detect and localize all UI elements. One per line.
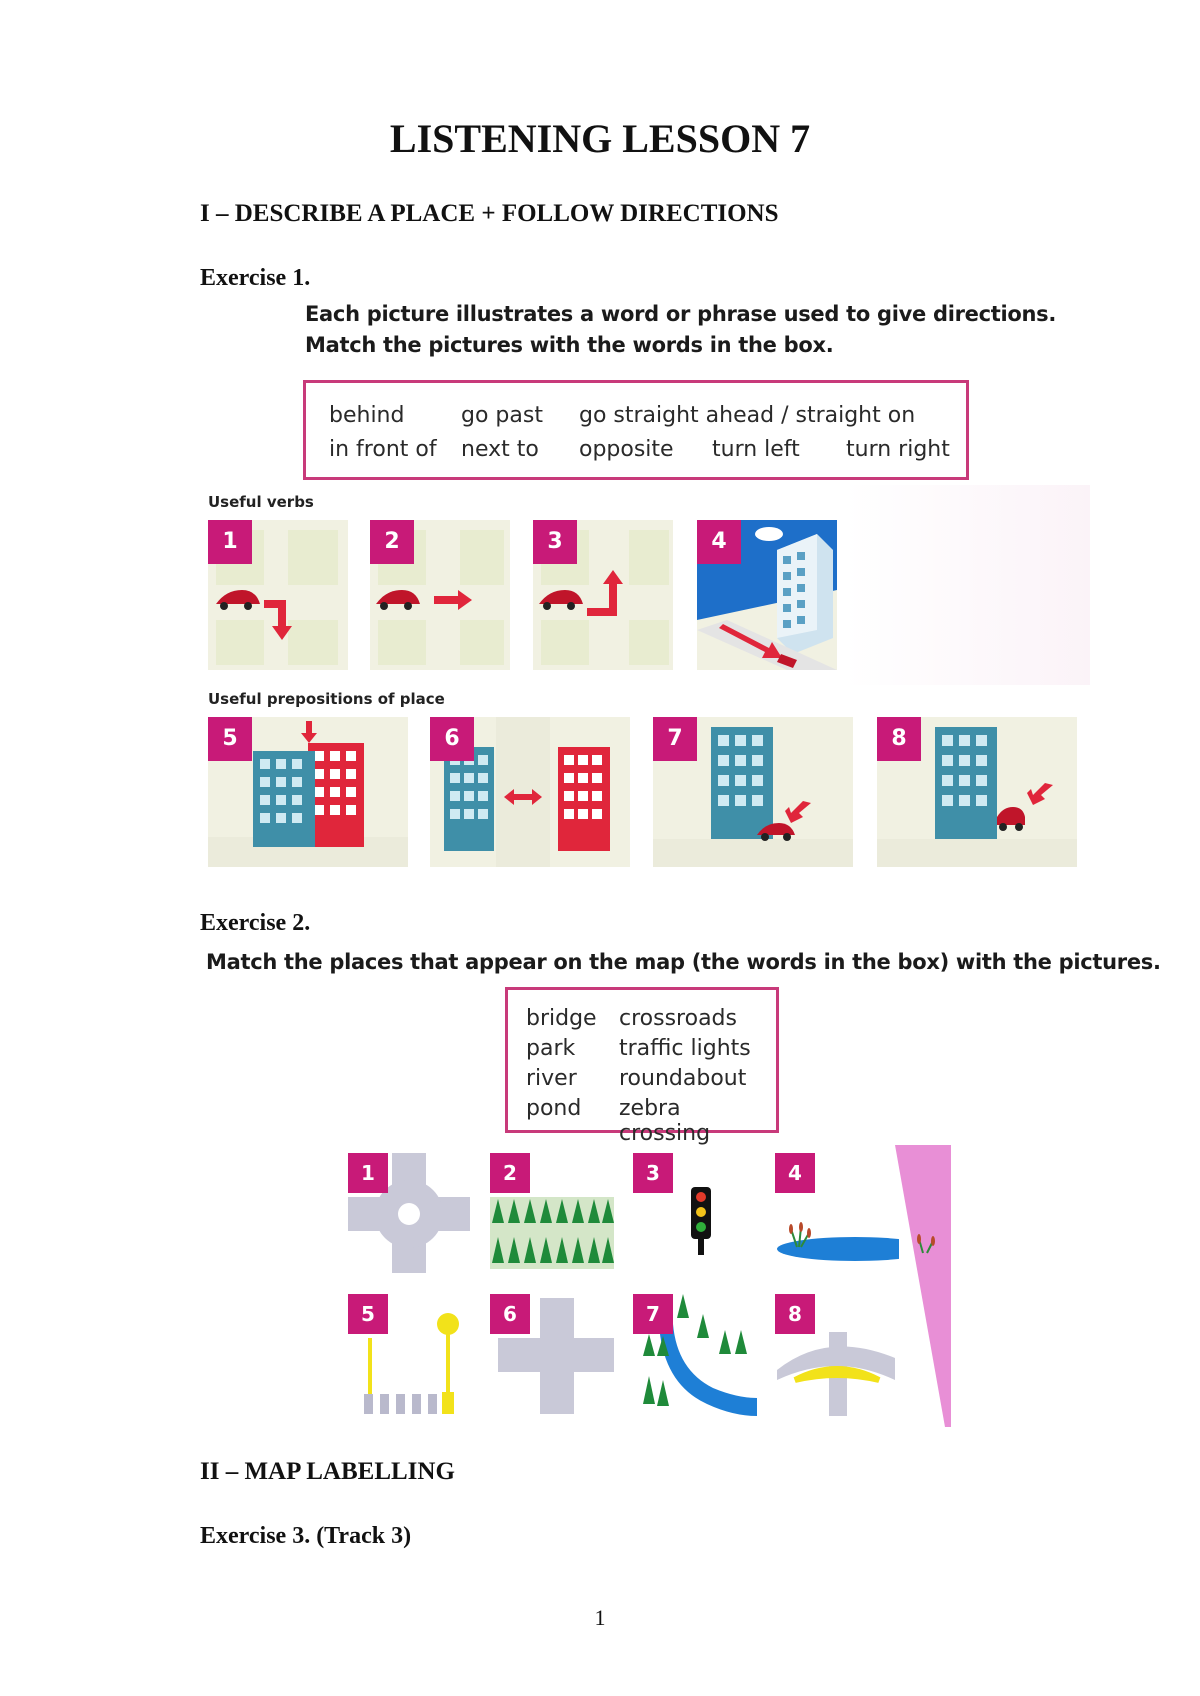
word-park: park	[526, 1036, 576, 1061]
picture-badge-2: 2	[370, 520, 414, 564]
place-picture-6	[490, 1294, 614, 1418]
place-picture-7	[633, 1294, 757, 1418]
place-picture-8	[775, 1294, 899, 1418]
picture-badge-1: 1	[208, 520, 252, 564]
word-turn-left: turn left	[712, 437, 800, 462]
place-badge-7: 7	[633, 1294, 673, 1334]
picture-badge-4: 4	[697, 520, 741, 564]
useful-prepositions-label: Useful prepositions of place	[208, 690, 445, 708]
picture-badge-7: 7	[653, 717, 697, 761]
verb-picture-2	[370, 520, 510, 670]
verb-picture-4	[697, 520, 837, 670]
exercise-2-instruction: Match the places that appear on the map (the words in the box) with the pictures.	[206, 950, 1161, 974]
place-badge-6: 6	[490, 1294, 530, 1334]
preposition-picture-5	[208, 717, 408, 867]
word-go-past: go past	[461, 403, 543, 428]
exercise-1-word-box	[303, 380, 969, 480]
word-behind: behind	[329, 403, 405, 428]
word-turn-right: turn right	[846, 437, 950, 462]
preposition-picture-8	[877, 717, 1077, 867]
picture-badge-8: 8	[877, 717, 921, 761]
place-badge-4: 4	[775, 1153, 815, 1193]
preposition-picture-7	[653, 717, 853, 867]
place-badge-5: 5	[348, 1294, 388, 1334]
word-opposite: opposite	[579, 437, 674, 462]
decorative-gradient	[845, 485, 1090, 685]
word-zebra-crossing: zebra crossing	[619, 1096, 711, 1146]
word-river: river	[526, 1066, 577, 1091]
word-crossroads: crossroads	[619, 1006, 737, 1031]
place-picture-2	[490, 1153, 614, 1273]
verb-picture-1	[208, 520, 348, 670]
preposition-picture-6	[430, 717, 630, 867]
place-badge-3: 3	[633, 1153, 673, 1193]
picture-badge-3: 3	[533, 520, 577, 564]
exercise-1-instruction-line1: Each picture illustrates a word or phrase used to give directions.	[305, 302, 1057, 326]
place-picture-5	[348, 1294, 470, 1418]
picture-badge-6: 6	[430, 717, 474, 761]
place-badge-2: 2	[490, 1153, 530, 1193]
word-bridge: bridge	[526, 1006, 597, 1031]
exercise-2-word-box	[505, 987, 779, 1146]
useful-verbs-label: Useful verbs	[208, 493, 314, 511]
page-title: LISTENING LESSON 7	[389, 116, 811, 161]
word-in-front-of: in front of	[329, 437, 437, 462]
verb-picture-3	[533, 520, 673, 670]
exercise-3-heading: Exercise 3. (Track 3)	[200, 1523, 412, 1549]
word-roundabout: roundabout	[619, 1066, 747, 1091]
page-number: 1	[594, 1605, 606, 1630]
section-heading-2: II – MAP LABELLING	[200, 1458, 455, 1485]
place-badge-1: 1	[348, 1153, 388, 1193]
section-heading-1: I – DESCRIBE A PLACE + FOLLOW DIRECTIONS	[200, 200, 779, 227]
exercise-1-instruction-line2: Match the pictures with the words in the box.	[305, 333, 834, 357]
exercise-2-heading: Exercise 2.	[200, 910, 311, 936]
exercise-1-heading: Exercise 1.	[200, 265, 311, 291]
place-picture-1	[348, 1153, 470, 1273]
place-picture-3	[633, 1153, 757, 1273]
place-badge-8: 8	[775, 1294, 815, 1334]
word-pond: pond	[526, 1096, 582, 1121]
picture-badge-5: 5	[208, 717, 252, 761]
decorative-pink-stripe	[895, 1145, 951, 1427]
word-go-straight: go straight ahead / straight on	[579, 403, 916, 428]
place-picture-4	[775, 1153, 899, 1273]
word-traffic-lights: traffic lights	[619, 1036, 751, 1061]
word-next-to: next to	[461, 437, 539, 462]
